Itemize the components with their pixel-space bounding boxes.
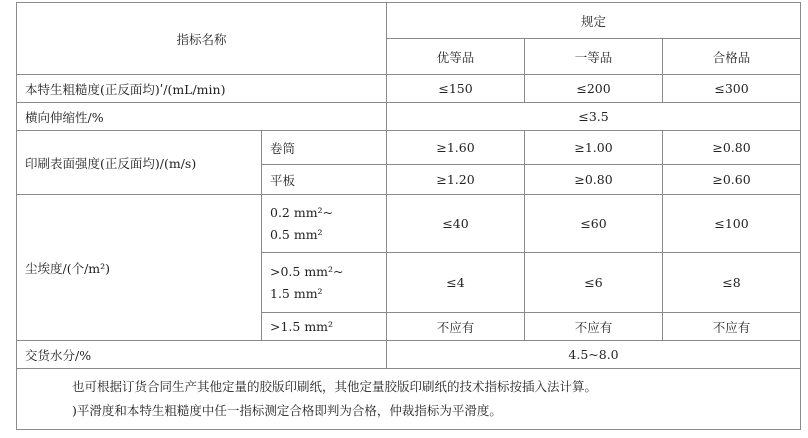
dust-range-3-premium: 不应有 — [387, 313, 525, 341]
roughness-row — [17, 75, 801, 103]
print-strength-sheet-qualified: ≥0.60 — [663, 165, 801, 195]
shrinkage-label: 横向伸缩性/% — [17, 103, 387, 131]
roughness-label: 本特生粗糙度(正反面均)ʹ/(mL/min) — [17, 75, 387, 103]
print-strength-reel-premium: ≥1.60 — [387, 131, 525, 165]
dust-range-2-premium: ≤4 — [387, 253, 525, 313]
header-row-top — [17, 3, 801, 39]
moisture-label: 交货水分/% — [17, 341, 387, 369]
dust-range-3: >1.5 mm² — [262, 313, 387, 341]
moisture-row — [17, 341, 801, 369]
dust-range-3-first: 不应有 — [525, 313, 663, 341]
dust-range-1-premium: ≤40 — [387, 195, 525, 253]
moisture-value: 4.5~8.0 — [387, 341, 801, 369]
note-2: )平滑度和本特生粗糙度中任一指标测定合格即判为合格，仲裁指标为平滑度。 — [72, 403, 502, 418]
grade-first-header: 一等品 — [525, 39, 663, 75]
dust-range-2 — [262, 253, 387, 313]
roughness-premium: ≤150 — [387, 75, 525, 103]
grade-qualified-header: 合格品 — [663, 39, 801, 75]
roughness-first: ≤200 — [525, 75, 663, 103]
dust-range-2-line2: 1.5 mm² — [270, 285, 323, 301]
dust-row-range1 — [17, 195, 801, 253]
spec-table — [16, 2, 801, 430]
dust-range-2-qualified: ≤8 — [663, 253, 801, 313]
dust-range-2-line1: >0.5 mm²~ — [270, 263, 344, 279]
shrinkage-value: ≤3.5 — [387, 103, 801, 131]
print-strength-type-sheet: 平板 — [262, 165, 387, 195]
regulation-header: 规定 — [387, 3, 801, 39]
roughness-qualified: ≤300 — [663, 75, 801, 103]
shrinkage-row — [17, 103, 801, 131]
dust-range-1-line2: 0.5 mm² — [270, 226, 323, 242]
dust-range-2-first: ≤6 — [525, 253, 663, 313]
notes-cell — [17, 369, 801, 430]
print-strength-row-reel — [17, 131, 801, 165]
print-strength-type-reel: 卷筒 — [262, 131, 387, 165]
dust-label: 尘埃度/(个/m²) — [17, 195, 262, 341]
dust-range-1-first: ≤60 — [525, 195, 663, 253]
dust-range-1-qualified: ≤100 — [663, 195, 801, 253]
note-1: 也可根据订货合同生产其他定量的胶版印刷纸，其他定量胶版印刷纸的技术指标按插入法计算。 — [72, 379, 598, 394]
print-strength-sheet-premium: ≥1.20 — [387, 165, 525, 195]
print-strength-reel-qualified: ≥0.80 — [663, 131, 801, 165]
index-name-header: 指标名称 — [17, 3, 387, 75]
grade-premium-header: 优等品 — [387, 39, 525, 75]
dust-range-1 — [262, 195, 387, 253]
print-strength-reel-first: ≥1.00 — [525, 131, 663, 165]
dust-range-1-line1: 0.2 mm²~ — [270, 204, 334, 220]
notes-row — [17, 369, 801, 430]
print-strength-label: 印刷表面强度(正反面均)/(m/s) — [17, 131, 262, 195]
print-strength-sheet-first: ≥0.80 — [525, 165, 663, 195]
dust-range-3-qualified: 不应有 — [663, 313, 801, 341]
